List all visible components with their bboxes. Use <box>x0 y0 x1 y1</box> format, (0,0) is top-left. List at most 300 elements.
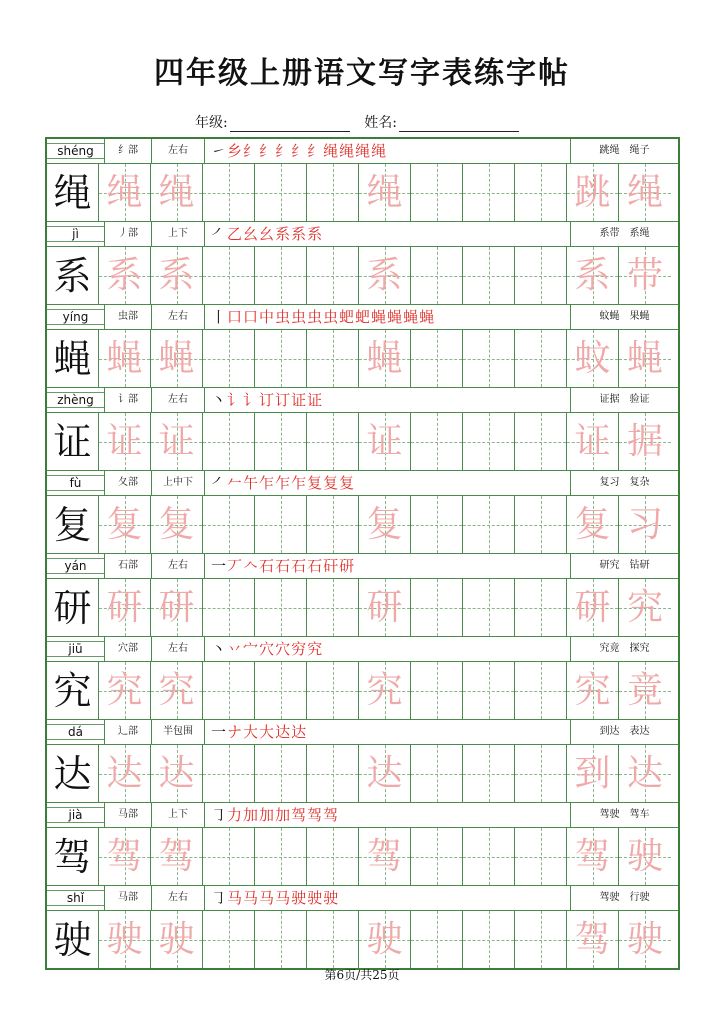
example-word: 驾驶 <box>599 892 620 903</box>
trace-character-box <box>99 911 151 968</box>
trace-character-box <box>151 662 203 719</box>
trace-character: 绳 <box>106 171 143 213</box>
word-character: 证 <box>574 420 611 462</box>
writing-boxes-row <box>47 911 678 968</box>
model-character-box <box>47 164 99 221</box>
name-input-line[interactable] <box>399 117 519 132</box>
word-character-box <box>567 662 619 719</box>
blank-practice-box[interactable] <box>515 247 567 304</box>
structure: 左右 <box>152 305 205 329</box>
blank-practice-box[interactable] <box>307 828 359 885</box>
stroke-step: 系 <box>291 225 308 243</box>
blank-practice-box[interactable] <box>515 745 567 802</box>
stroke-step: 复 <box>323 474 340 492</box>
model-character: 驾 <box>53 834 92 879</box>
word-character-box <box>619 413 671 470</box>
blank-practice-box[interactable] <box>307 164 359 221</box>
blank-practice-box[interactable] <box>307 330 359 387</box>
example-word: 果蝇 <box>629 311 650 322</box>
blank-practice-box[interactable] <box>255 496 307 553</box>
stroke-step: 丨 <box>211 308 228 326</box>
stroke-step: 蝇 <box>371 308 388 326</box>
entry-info-row <box>47 886 678 911</box>
blank-practice-box[interactable] <box>203 745 255 802</box>
trace-character: 证 <box>158 420 195 462</box>
name-label: 姓名: <box>364 115 397 131</box>
model-character: 绳 <box>53 170 92 215</box>
trace-character-box <box>99 579 151 636</box>
stroke-step: ㇒ <box>211 225 228 243</box>
word-character: 究 <box>574 669 611 711</box>
trace-character: 驶 <box>106 918 143 960</box>
trace-character-box <box>359 828 411 885</box>
pinyin-cell <box>47 388 105 412</box>
blank-practice-box[interactable] <box>515 330 567 387</box>
word-character: 驾 <box>574 835 611 877</box>
structure: 左右 <box>152 388 205 412</box>
trace-character-box <box>151 496 203 553</box>
stroke-step: 乍 <box>275 474 292 492</box>
radical: 马部 <box>105 803 152 827</box>
character-entry <box>47 886 678 968</box>
blank-practice-box[interactable] <box>307 911 359 968</box>
pinyin: fù <box>69 476 82 490</box>
stroke-step: 𠂉 <box>227 474 244 492</box>
stroke-step: 驾 <box>307 806 324 824</box>
model-character: 究 <box>53 668 92 713</box>
pinyin-cell <box>47 720 105 744</box>
word-character-box <box>619 745 671 802</box>
example-words <box>571 803 678 827</box>
character-entry <box>47 803 678 886</box>
stroke-step: 绳 <box>339 142 356 160</box>
stroke-step: ナ <box>227 723 244 741</box>
pinyin: yíng <box>62 310 89 324</box>
stroke-step: 马 <box>227 889 244 907</box>
example-word: 究竟 <box>599 643 620 654</box>
writing-boxes-row <box>47 247 678 305</box>
blank-practice-box[interactable] <box>463 164 515 221</box>
trace-character: 究 <box>158 669 195 711</box>
pinyin-cell <box>47 886 105 910</box>
stroke-step: 大 <box>243 723 260 741</box>
stroke-step: 驾 <box>323 806 340 824</box>
blank-practice-box[interactable] <box>515 413 567 470</box>
blank-practice-box[interactable] <box>203 579 255 636</box>
word-character-box <box>619 247 671 304</box>
blank-practice-box[interactable] <box>203 413 255 470</box>
radical: 辶部 <box>105 720 152 744</box>
character-entry <box>47 471 678 554</box>
blank-practice-box[interactable] <box>307 496 359 553</box>
stroke-step: ㇒ <box>211 474 228 492</box>
blank-practice-box[interactable] <box>411 911 463 968</box>
stroke-step: 纟 <box>275 142 292 160</box>
word-character-box <box>619 330 671 387</box>
stroke-step: 幺 <box>259 225 276 243</box>
stroke-step: 蚆 <box>339 308 356 326</box>
word-character-box <box>567 911 619 968</box>
radical: 穴部 <box>105 637 152 661</box>
trace-character: 驾 <box>366 835 403 877</box>
trace-character: 蝇 <box>158 337 195 379</box>
stroke-step: 口 <box>227 308 244 326</box>
trace-character: 驾 <box>106 835 143 877</box>
word-character: 复 <box>574 503 611 545</box>
example-word: 到达 <box>599 726 620 737</box>
stroke-step: 加 <box>259 806 276 824</box>
stroke-step: 马 <box>259 889 276 907</box>
stroke-step: 达 <box>291 723 308 741</box>
blank-practice-box[interactable] <box>411 662 463 719</box>
blank-practice-box[interactable] <box>203 164 255 221</box>
blank-practice-box[interactable] <box>463 911 515 968</box>
trace-character: 达 <box>366 752 403 794</box>
stroke-step: 马 <box>243 889 260 907</box>
trace-character: 蝇 <box>366 337 403 379</box>
trace-character-box <box>99 330 151 387</box>
word-character-box <box>567 828 619 885</box>
word-character: 习 <box>626 503 663 545</box>
stroke-step: 绳 <box>371 142 388 160</box>
trace-character: 绳 <box>366 171 403 213</box>
model-character: 证 <box>53 419 92 464</box>
structure: 上下 <box>152 803 205 827</box>
trace-character-box <box>99 745 151 802</box>
trace-character-box <box>359 164 411 221</box>
character-entry <box>47 305 678 388</box>
word-character-box <box>619 164 671 221</box>
blank-practice-box[interactable] <box>255 911 307 968</box>
writing-boxes-row <box>47 164 678 222</box>
trace-character-box <box>359 496 411 553</box>
model-character-box <box>47 413 99 470</box>
stroke-step: 绳 <box>355 142 372 160</box>
word-character: 据 <box>626 420 663 462</box>
radical: 石部 <box>105 554 152 578</box>
word-character-box <box>567 247 619 304</box>
pinyin: dá <box>68 725 83 739</box>
trace-character-box <box>151 413 203 470</box>
example-word: 钻研 <box>629 560 650 571</box>
blank-practice-box[interactable] <box>255 745 307 802</box>
stroke-step: 虫 <box>323 308 340 326</box>
blank-practice-box[interactable] <box>411 413 463 470</box>
blank-practice-box[interactable] <box>203 911 255 968</box>
stroke-step: 午 <box>243 474 260 492</box>
blank-practice-box[interactable] <box>203 828 255 885</box>
stroke-step: 驾 <box>291 806 308 824</box>
blank-practice-box[interactable] <box>255 164 307 221</box>
example-word: 系绳 <box>629 228 650 239</box>
entry-info-row <box>47 388 678 413</box>
pinyin: zhèng <box>57 393 94 407</box>
trace-character: 复 <box>106 503 143 545</box>
pinyin-cell <box>47 222 105 246</box>
blank-practice-box[interactable] <box>463 828 515 885</box>
character-entry <box>47 139 678 222</box>
blank-practice-box[interactable] <box>255 579 307 636</box>
trace-character-box <box>151 911 203 968</box>
pinyin-cell <box>47 637 105 661</box>
stroke-step: 蝇 <box>387 308 404 326</box>
stroke-step: 一 <box>211 723 228 741</box>
trace-character: 驶 <box>366 918 403 960</box>
blank-practice-box[interactable] <box>515 828 567 885</box>
blank-practice-box[interactable] <box>203 662 255 719</box>
stroke-step: 力 <box>227 806 244 824</box>
blank-practice-box[interactable] <box>203 496 255 553</box>
stroke-step: 虫 <box>275 308 292 326</box>
entry-info-row <box>47 139 678 164</box>
character-entry <box>47 554 678 637</box>
model-character: 系 <box>53 253 92 298</box>
blank-practice-box[interactable] <box>307 579 359 636</box>
blank-practice-box[interactable] <box>463 579 515 636</box>
practice-grid <box>45 137 680 970</box>
blank-practice-box[interactable] <box>255 247 307 304</box>
entry-info-row <box>47 305 678 330</box>
stroke-step: 证 <box>291 391 308 409</box>
example-words <box>571 471 678 495</box>
trace-character-box <box>359 662 411 719</box>
page-footer: 第6页/共25页 <box>324 968 400 982</box>
writing-boxes-row <box>47 330 678 388</box>
stroke-step: 讠 <box>227 391 244 409</box>
structure: 左右 <box>152 139 205 163</box>
blank-practice-box[interactable] <box>307 662 359 719</box>
blank-practice-box[interactable] <box>307 247 359 304</box>
trace-character: 究 <box>106 669 143 711</box>
trace-character-box <box>99 247 151 304</box>
trace-character: 复 <box>366 503 403 545</box>
model-character-box <box>47 579 99 636</box>
stroke-step: 纟 <box>291 142 308 160</box>
stroke-step: 丷 <box>227 640 244 658</box>
word-character-box <box>567 579 619 636</box>
stroke-step: 驶 <box>323 889 340 907</box>
radical: 马部 <box>105 886 152 910</box>
example-word: 证据 <box>599 394 620 405</box>
stroke-step: 穷 <box>291 640 308 658</box>
blank-practice-box[interactable] <box>307 745 359 802</box>
stroke-step: 大 <box>259 723 276 741</box>
pinyin: jì <box>72 227 79 241</box>
word-character: 带 <box>626 254 663 296</box>
structure: 左右 <box>152 554 205 578</box>
stroke-step: 纟 <box>307 142 324 160</box>
trace-character: 系 <box>366 254 403 296</box>
model-character: 驶 <box>53 917 92 962</box>
trace-character-box <box>99 413 151 470</box>
blank-practice-box[interactable] <box>463 496 515 553</box>
model-character-box <box>47 662 99 719</box>
stroke-step: 系 <box>307 225 324 243</box>
pinyin-cell <box>47 305 105 329</box>
model-character: 蝇 <box>53 336 92 381</box>
pinyin-cell <box>47 554 105 578</box>
entry-info-row <box>47 720 678 745</box>
stroke-step: ㇆ <box>211 889 228 907</box>
trace-character: 究 <box>366 669 403 711</box>
trace-character-box <box>359 247 411 304</box>
entry-info-row <box>47 554 678 579</box>
stroke-order <box>205 471 571 495</box>
stroke-step: 乙 <box>227 225 244 243</box>
example-word: 绳子 <box>629 145 650 156</box>
stroke-step: 讠 <box>243 391 260 409</box>
grade-label: 年级: <box>195 115 228 131</box>
word-character-box <box>619 496 671 553</box>
blank-practice-box[interactable] <box>255 828 307 885</box>
stroke-step: 穴 <box>275 640 292 658</box>
structure: 上下 <box>152 222 205 246</box>
trace-character: 证 <box>366 420 403 462</box>
stroke-step: 订 <box>259 391 276 409</box>
stroke-step: 石 <box>275 557 292 575</box>
trace-character-box <box>99 496 151 553</box>
word-character: 竟 <box>626 669 663 711</box>
word-character-box <box>619 662 671 719</box>
blank-practice-box[interactable] <box>255 413 307 470</box>
stroke-step: 达 <box>275 723 292 741</box>
blank-practice-box[interactable] <box>411 496 463 553</box>
stroke-step: 订 <box>275 391 292 409</box>
word-character: 到 <box>574 752 611 794</box>
character-entry <box>47 637 678 720</box>
example-words <box>571 139 678 163</box>
blank-practice-box[interactable] <box>463 330 515 387</box>
blank-practice-box[interactable] <box>203 247 255 304</box>
stroke-step: 纟 <box>259 142 276 160</box>
blank-practice-box[interactable] <box>515 579 567 636</box>
stroke-step: 蚆 <box>355 308 372 326</box>
blank-practice-box[interactable] <box>515 164 567 221</box>
stroke-step: 绳 <box>323 142 340 160</box>
example-words <box>571 222 678 246</box>
example-words <box>571 305 678 329</box>
example-word: 跳绳 <box>599 145 620 156</box>
pinyin-cell <box>47 139 105 163</box>
trace-character: 研 <box>106 586 143 628</box>
trace-character-box <box>99 662 151 719</box>
writing-boxes-row <box>47 413 678 471</box>
writing-boxes-row <box>47 662 678 720</box>
blank-practice-box[interactable] <box>515 911 567 968</box>
stroke-step: 中 <box>259 308 276 326</box>
character-entry <box>47 720 678 803</box>
trace-character: 绳 <box>158 171 195 213</box>
stroke-step: 系 <box>275 225 292 243</box>
blank-practice-box[interactable] <box>411 247 463 304</box>
stroke-step: 究 <box>307 640 324 658</box>
grade-input-line[interactable] <box>230 117 350 132</box>
stroke-step: 乡 <box>227 142 244 160</box>
trace-character-box <box>151 164 203 221</box>
blank-practice-box[interactable] <box>463 662 515 719</box>
entry-info-row <box>47 222 678 247</box>
example-word: 研究 <box>599 560 620 571</box>
example-word: 驾驶 <box>599 809 620 820</box>
trace-character-box <box>151 828 203 885</box>
word-character: 研 <box>574 586 611 628</box>
example-words <box>571 886 678 910</box>
word-character: 绳 <box>626 171 663 213</box>
writing-boxes-row <box>47 579 678 637</box>
blank-practice-box[interactable] <box>307 413 359 470</box>
blank-practice-box[interactable] <box>463 745 515 802</box>
stroke-order <box>205 803 571 827</box>
blank-practice-box[interactable] <box>463 247 515 304</box>
stroke-order <box>205 222 571 246</box>
stroke-step: 口 <box>243 308 260 326</box>
stroke-order <box>205 139 571 163</box>
radical: 虫部 <box>105 305 152 329</box>
word-character: 系 <box>574 254 611 296</box>
example-word: 探究 <box>629 643 650 654</box>
trace-character-box <box>151 330 203 387</box>
word-character: 蚊 <box>574 337 611 379</box>
example-word: 复杂 <box>629 477 650 488</box>
blank-practice-box[interactable] <box>515 496 567 553</box>
stroke-order <box>205 886 571 910</box>
blank-practice-box[interactable] <box>411 330 463 387</box>
blank-practice-box[interactable] <box>411 164 463 221</box>
stroke-step: 乍 <box>291 474 308 492</box>
stroke-order <box>205 388 571 412</box>
blank-practice-box[interactable] <box>255 662 307 719</box>
blank-practice-box[interactable] <box>255 330 307 387</box>
word-character-box <box>619 911 671 968</box>
example-words <box>571 554 678 578</box>
stroke-step: 幺 <box>243 225 260 243</box>
blank-practice-box[interactable] <box>515 662 567 719</box>
model-character-box <box>47 828 99 885</box>
blank-practice-box[interactable] <box>411 745 463 802</box>
trace-character-box <box>359 745 411 802</box>
stroke-order <box>205 305 571 329</box>
trace-character-box <box>359 911 411 968</box>
page-title: 四年级上册语文写字表练字帖 <box>154 56 570 91</box>
stroke-step: 复 <box>339 474 356 492</box>
name-bar <box>0 112 724 132</box>
trace-character-box <box>359 330 411 387</box>
structure: 左右 <box>152 637 205 661</box>
pinyin: jiū <box>68 642 83 656</box>
word-character: 达 <box>626 752 663 794</box>
word-character-box <box>567 413 619 470</box>
structure: 上中下 <box>152 471 205 495</box>
trace-character-box <box>359 579 411 636</box>
blank-practice-box[interactable] <box>411 828 463 885</box>
example-words <box>571 720 678 744</box>
stroke-step: 蝇 <box>419 308 436 326</box>
blank-practice-box[interactable] <box>463 413 515 470</box>
word-character-box <box>567 164 619 221</box>
trace-character-box <box>151 579 203 636</box>
writing-boxes-row <box>47 745 678 803</box>
word-character-box <box>619 828 671 885</box>
stroke-step: 蝇 <box>403 308 420 326</box>
word-character: 跳 <box>574 171 611 213</box>
stroke-step: 加 <box>275 806 292 824</box>
example-words <box>571 388 678 412</box>
trace-character: 驾 <box>158 835 195 877</box>
blank-practice-box[interactable] <box>411 579 463 636</box>
trace-character-box <box>359 413 411 470</box>
example-word: 行驶 <box>629 892 650 903</box>
blank-practice-box[interactable] <box>203 330 255 387</box>
